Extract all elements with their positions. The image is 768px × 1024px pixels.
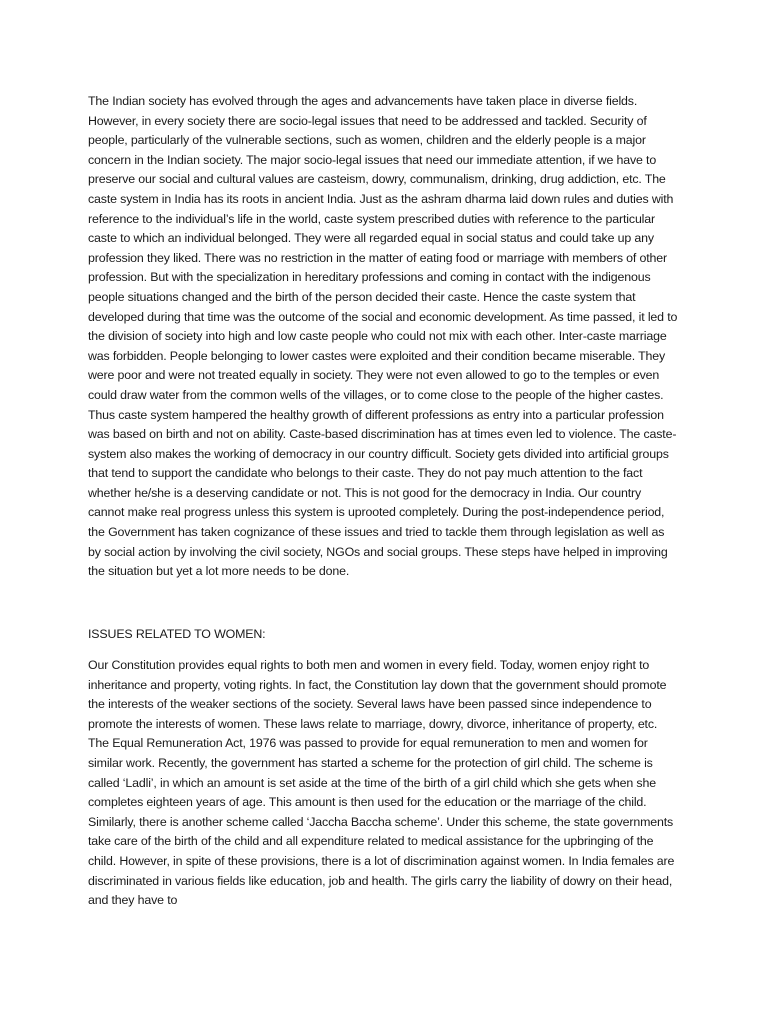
body-paragraph-women-rights: Our Constitution provides equal rights to both men and women in every field. Today, women enjoy right to inheritance and property, voting rights. In fact, the Constitution lay down that the government should promote the interests of the weaker sections of the society. Several laws have been passed since independence to promote the interests of women. These laws relate to marriage, dowry, divorce, inheritance of property, etc. The Equal Remuneration Act, 1976 was passed to provide for equal remuneration to men and women for similar work. Recently, the government has started a scheme for the protection of girl child. The scheme is called ‘Ladli’, in which an amount is set aside at the time of the birth of a girl child which she gets when she completes eighteen years of age. This amount is then used for the education or the marriage of the child. Similarly, there is another scheme called ‘Jaccha Baccha scheme’. Under this scheme, the state governments take care of the birth of the child and all expenditure related to medical assistance for the upbringing of the child. However, in spite of these provisions, there is a lot of discrimination against women. In India females are discriminated in various fields like education, job and health. The girls carry the liability of dowry on their head, and they have to	[88, 658, 675, 908]
section-heading-women-issues: ISSUES RELATED TO WOMEN:	[88, 627, 266, 641]
body-paragraph-caste-system: The Indian society has evolved through the ages and advancements have taken place in diverse fields. However, in every society there are socio-legal issues that need to be addressed and tackled. Security of people, particularly of the vulnerable sections, such as women, children and the elderly people is a major concern in the Indian society. The major socio-legal issues that need our immediate attention, if we have to preserve our social and cultural values are casteism, dowry, communalism, drinking, drug addiction, etc. The caste system in India has its roots in ancient India. Just as the ashram dharma laid down rules and duties with reference to the individual’s life in the world, caste system prescribed duties with reference to the particular caste to which an individual belonged. They were all regarded equal in social status and could take up any profession they liked. There was no restriction in the matter of eating food or marriage with members of other profession. But with the specialization in hereditary professions and coming in contact with the indigenous people situations changed and the birth of the person decided their caste. Hence the caste system that developed during that time was the outcome of the social and economic development. As time passed, it led to the division of society into high and low caste people who could not mix with each other. Inter-caste marriage was forbidden. People belonging to lower castes were exploited and their condition became miserable. They were poor and were not treated equally in society. They were not even allowed to go to the temples or even could draw water from the common wells of the villages, or to come close to the people of the higher castes. Thus caste system hampered the healthy growth of different professions as entry into a particular profession was based on birth and not on ability. Caste-based discrimination has at times even led to violence. The caste-system also makes the working of democracy in our country difficult. Society gets divided into artificial groups that tend to support the candidate who belongs to their caste. They do not pay much attention to the fact whether he/she is a deserving candidate or not. This is not good for the democracy in India. Our country cannot make real progress unless this system is uprooted completely. During the post-independence period, the Government has taken cognizance of these issues and tried to tackle them through legislation as well as by social action by involving the civil society, NGOs and social groups. These steps have helped in improving the situation but yet a lot more needs to be done.	[88, 94, 678, 579]
